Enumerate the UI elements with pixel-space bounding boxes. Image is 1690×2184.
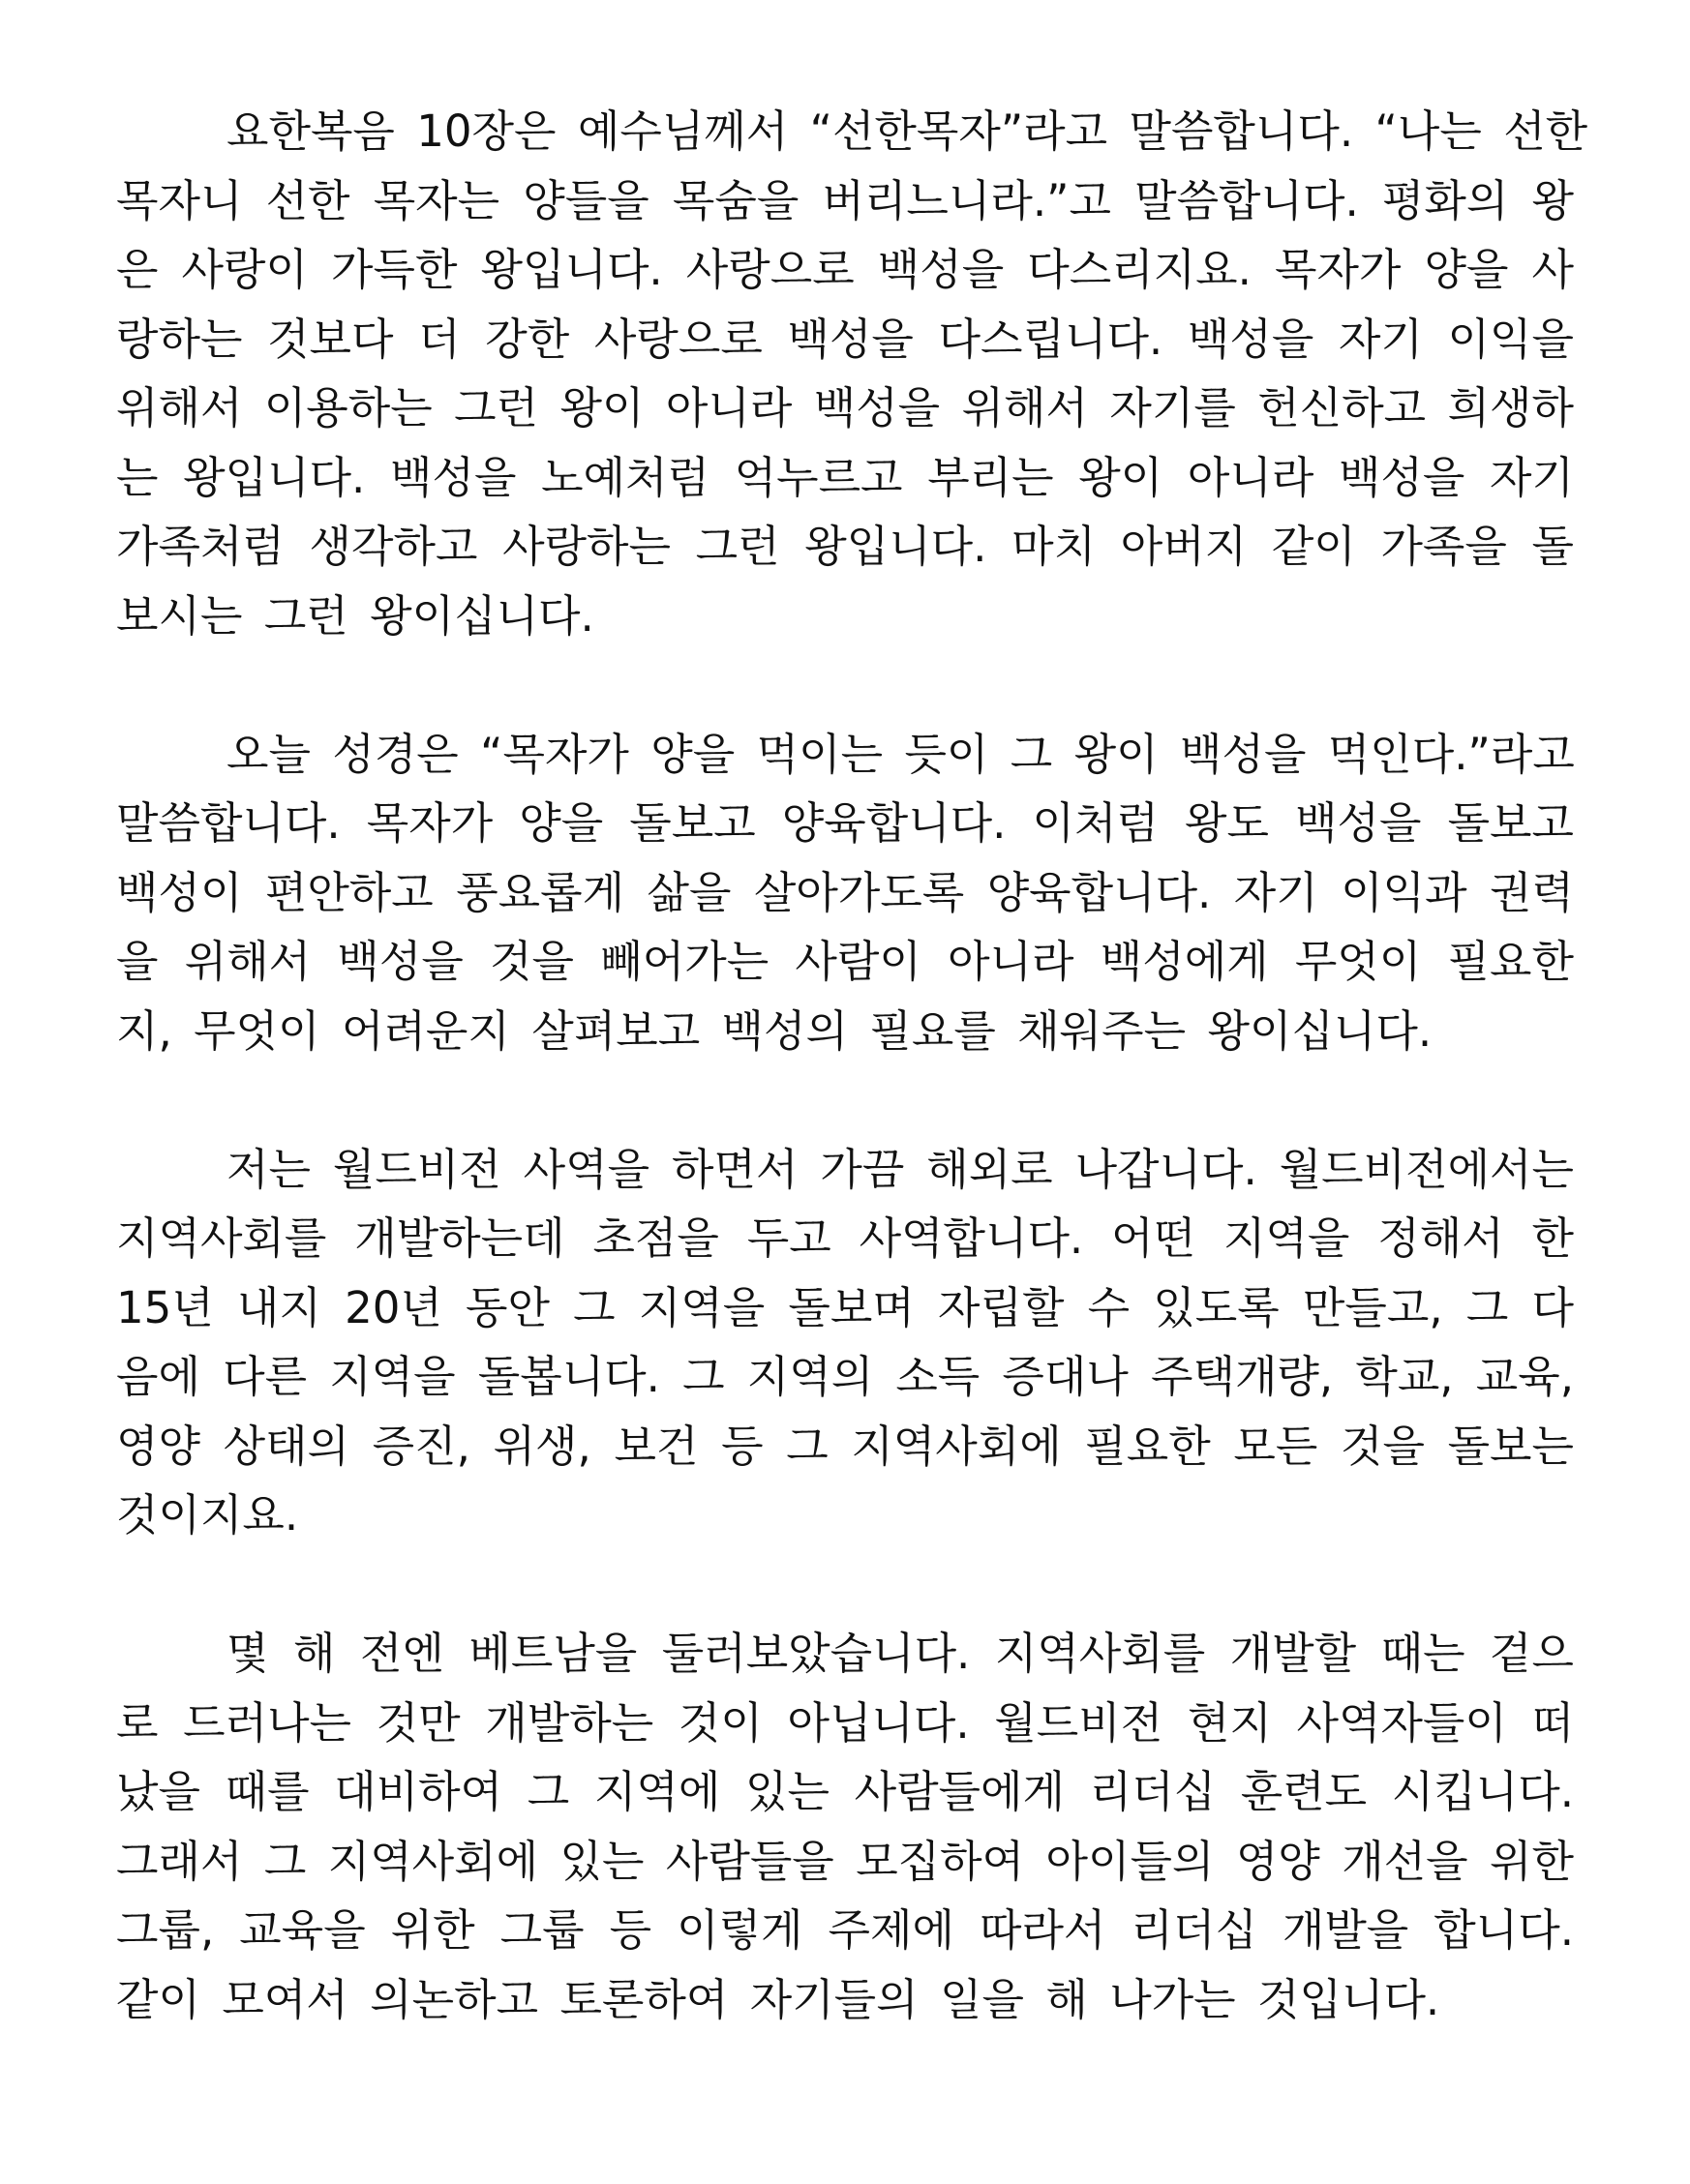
text-line: 저는 월드비전 사역을 하면서 가끔 해외로 나갑니다. 월드비전에서는 <box>226 1143 1574 1195</box>
document-page <box>116 97 1588 2104</box>
paragraph-2 <box>116 720 1574 1066</box>
text-line: 음에 다른 지역을 돌봅니다. 그 지역의 소득 증대나 주택개량, 학교, 교육, <box>116 1351 1574 1402</box>
text-line: 가족처럼 생각하고 사랑하는 그런 왕입니다. 마치 아버지 같이 가족을 돌 <box>116 521 1574 572</box>
text-line: 15년 내지 20년 동안 그 지역을 돌보며 자립할 수 있도록 만들고, 그 다 <box>116 1281 1574 1333</box>
text-line: 위해서 이용하는 그런 왕이 아니라 백성을 위해서 자기를 헌신하고 희생하 <box>116 382 1574 434</box>
text-line: 몇 해 전엔 베트남을 둘러보았습니다. 지역사회를 개발할 때는 겉으 <box>226 1628 1574 1679</box>
text-line: 백성이 편안하고 풍요롭게 삶을 살아가도록 양육합니다. 자기 이익과 권력 <box>116 866 1574 918</box>
text-line: 는 왕입니다. 백성을 노예처럼 억누르고 부리는 왕이 아니라 백성을 자기 <box>116 451 1574 503</box>
text-line: 같이 모여서 의논하고 토론하여 자기들의 일을 해 나가는 것입니다. <box>116 1973 1440 2025</box>
text-line: 랑하는 것보다 더 강한 사랑으로 백성을 다스립니다. 백성을 자기 이익을 <box>116 313 1574 365</box>
text-line: 지, 무엇이 어려운지 살펴보고 백성의 필요를 채워주는 왕이십니다. <box>116 1004 1433 1057</box>
text-line: 은 사랑이 가득한 왕입니다. 사랑으로 백성을 다스리지요. 목자가 양을 사 <box>116 244 1574 295</box>
paragraph-4 <box>116 1619 1574 2034</box>
text-line: 로 드러나는 것만 개발하는 것이 아닙니다. 월드비전 현지 사역자들이 떠 <box>116 1696 1574 1749</box>
text-line: 것이지요. <box>116 1489 299 1541</box>
text-line: 보시는 그런 왕이십니다. <box>116 589 594 642</box>
text-line: 요한복음 10장은 예수님께서 “선한목자”라고 말씀합니다. “나는 선한 <box>226 105 1588 157</box>
text-line: 을 위해서 백성을 것을 빼어가는 사람이 아니라 백성에게 무엇이 필요한 <box>116 936 1574 987</box>
text-line: 그래서 그 지역사회에 있는 사람들을 모집하여 아이들의 영양 개선을 위한 <box>116 1835 1574 1887</box>
text-line: 났을 때를 대비하여 그 지역에 있는 사람들에게 리더십 훈련도 시킵니다. <box>116 1766 1574 1817</box>
paragraph-1 <box>116 97 1588 650</box>
text-line: 그룹, 교육을 위한 그룹 등 이렇게 주제에 따라서 리더십 개발을 합니다. <box>116 1904 1574 1956</box>
paragraph-3 <box>116 1135 1574 1550</box>
text-line: 오늘 성경은 “목자가 양을 먹이는 듯이 그 왕이 백성을 먹인다.”라고 <box>226 728 1575 780</box>
text-line: 영양 상태의 증진, 위생, 보건 등 그 지역사회에 필요한 모든 것을 돌보는 <box>116 1420 1574 1472</box>
text-line: 말씀합니다. 목자가 양을 돌보고 양육합니다. 이처럼 왕도 백성을 돌보고 <box>116 797 1574 849</box>
text-line: 목자니 선한 목자는 양들을 목숨을 버리느니라.”고 말씀합니다. 평화의 왕 <box>116 174 1574 226</box>
text-line: 지역사회를 개발하는데 초점을 두고 사역합니다. 어떤 지역을 정해서 한 <box>116 1212 1574 1264</box>
